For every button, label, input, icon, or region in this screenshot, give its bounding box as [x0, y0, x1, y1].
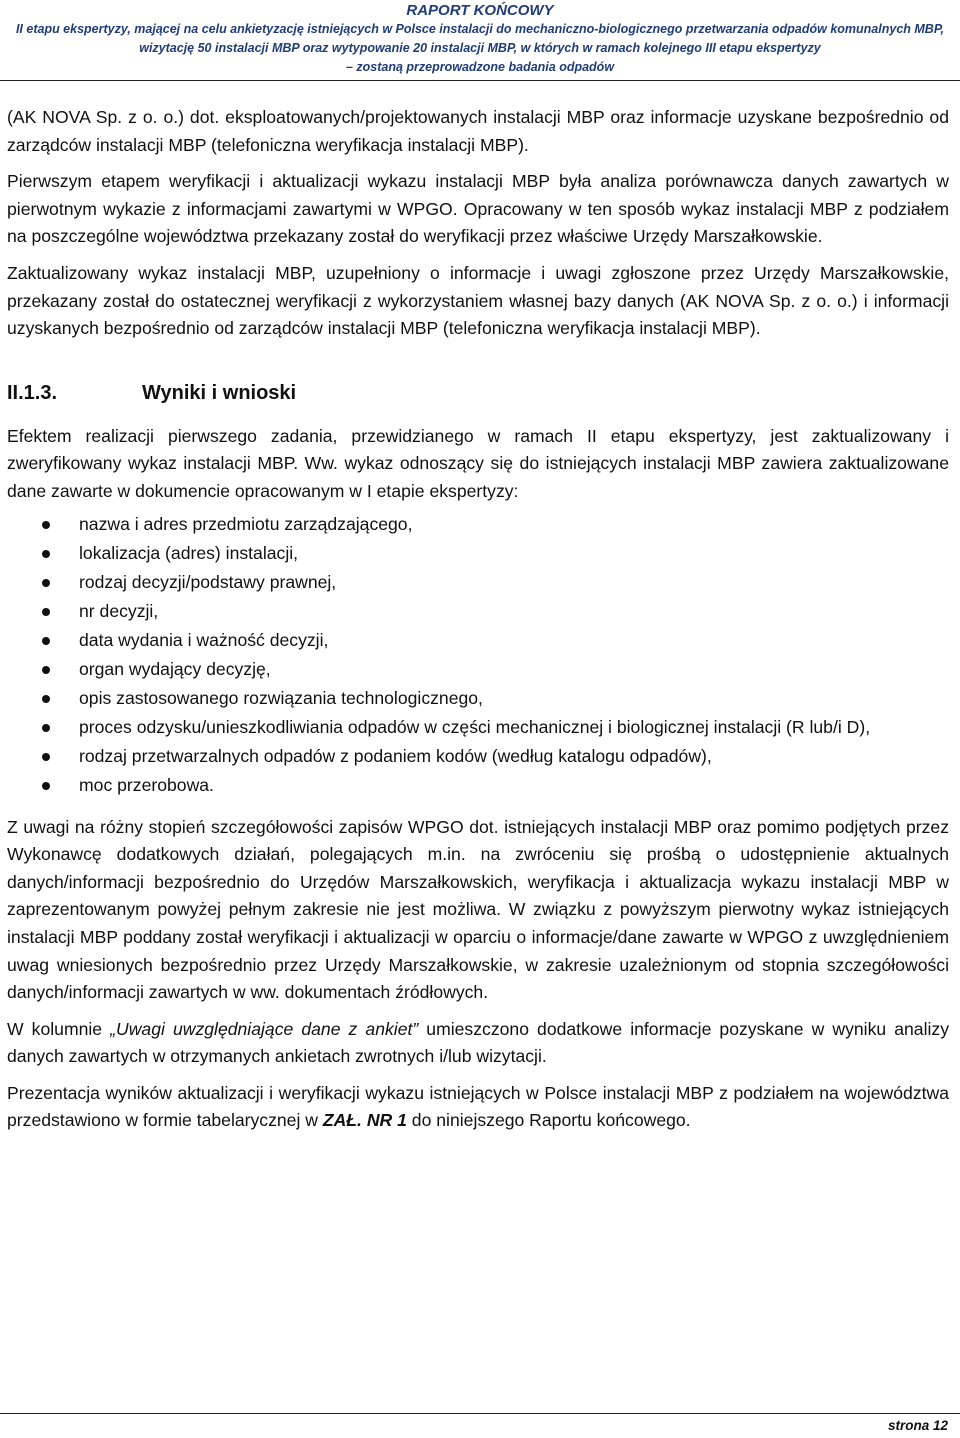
bullet-icon	[42, 695, 50, 703]
paragraph: W kolumnie „Uwagi uwzględniające dane z ankiet” umieszczono dodatkowe informacje pozyskane w wyniku analizy danych zawartych w otrzymanych ankietach zwrotnych i/lub wizytacji.	[7, 1018, 949, 1067]
list-item: lokalizacja (adres) instalacji,	[79, 539, 949, 568]
page-number: strona 12	[887, 1418, 948, 1433]
report-title: RAPORT KOŃCOWY	[406, 2, 554, 19]
section-heading	[7, 373, 949, 413]
running-header	[0, 0, 960, 77]
section-title: Wyniki i wnioski	[142, 381, 297, 404]
bullet-list	[7, 510, 949, 800]
header-line-2: wizytację 50 instalacji MBP oraz wytypowanie 20 instalacji MBP, w których w ramach kolejnego III etapu ekspertyzy	[139, 41, 821, 55]
bullet-icon	[42, 521, 50, 529]
list-item: data wydania i ważność decyzji,	[79, 626, 949, 655]
bullet-icon	[42, 608, 50, 616]
attachment-reference: ZAŁ. NR 1	[322, 1110, 407, 1131]
bullet-icon	[42, 782, 50, 790]
paragraph: Z uwagi na różny stopień szczegółowości zapisów WPGO dot. istniejących instalacji MBP oraz pomimo podjętych przez Wykonawcę dodatkowych działań, polegających m.in. na zwróceniu się prośbą o udostępnienie aktualnych danych/informacji bezpośrednio do Urzędów Marszałkowskich, weryfikacja i aktualizacja wykazu instalacji MBP w zaprezentowanym powyżej pełnym zakresie nie jest możliwa. W związku z powyższym pierwotny wykaz istniejących instalacji MBP poddany został weryfikacji i aktualizacji w oparciu o informacje/dane zawarte w WPGO z uwzględnieniem uwag wniesionych bezpośrednio przez Urzędy Marszałkowskie, w zakresie uzależnionym od stopnia szczegółowości danych/informacji zawartych w ww. dokumentach źródłowych.	[7, 816, 949, 1003]
bullet-icon	[42, 724, 50, 732]
list-item: moc przerobowa.	[79, 771, 949, 800]
list-item: rodzaj decyzji/podstawy prawnej,	[79, 568, 949, 597]
list-item: nr decyzji,	[79, 597, 949, 626]
section-number: II.1.3.	[7, 381, 58, 404]
document-body	[7, 104, 949, 1135]
paragraph: Efektem realizacji pierwszego zadania, przewidzianego w ramach II etapu ekspertyzy, jest zaktualizowany i zweryfikowany wykaz instalacji MBP. Ww. wykaz odnoszący się do istniejących instalacji MBP zawiera zaktualizowane dane zawarte w dokumencie opracowanym w I etapie ekspertyzy:	[7, 425, 949, 501]
paragraph: Zaktualizowany wykaz instalacji MBP, uzupełniony o informacje i uwagi zgłoszone przez Urzędy Marszałkowskie, przekazany został do ostatecznej weryfikacji z wykorzystaniem własnej bazy danych (AK NOVA Sp. z o. o.) i informacji uzyskanych bezpośrednio od zarządców instalacji MBP (telefoniczna weryfikacja instalacji MBP).	[7, 262, 949, 339]
header-line-1: II etapu ekspertyzy, mającej na celu ankietyzację istniejących w Polsce instalacji do mechaniczno-biologicznego przetwarzania odpadów komunalnych MBP,	[15, 22, 945, 36]
list-item: organ wydający decyzję,	[79, 655, 949, 684]
list-item: nazwa i adres przedmiotu zarządzającego,	[79, 510, 949, 539]
bullet-icon	[42, 753, 50, 761]
paragraph: (AK NOVA Sp. z o. o.) dot. eksploatowanych/projektowanych instalacji MBP oraz informacje uzyskane bezpośrednio od zarządców instalacji MBP (telefoniczna weryfikacja instalacji MBP).	[7, 107, 949, 155]
paragraph: Prezentacja wyników aktualizacji i weryfikacji wykazu istniejących w Polsce instalacji MBP z podziałem na województwa przedstawiono w formie tabelarycznej w ZAŁ. NR 1 do niniejszego Raportu końcowego.	[7, 1082, 949, 1131]
list-item: proces odzysku/unieszkodliwiania odpadów w części mechanicznej i biologicznej instalacji (R lub/i D),	[79, 713, 949, 742]
bullet-icon	[42, 579, 50, 587]
header-rule	[0, 80, 960, 81]
footer-rule	[0, 1413, 960, 1414]
bullet-icon	[42, 550, 50, 558]
bullet-icon	[42, 666, 50, 674]
header-line-3: – zostaną przeprowadzone badania odpadów	[345, 60, 615, 74]
list-item: opis zastosowanego rozwiązania technologicznego,	[79, 684, 949, 713]
bullet-icon	[42, 637, 50, 645]
list-item: rodzaj przetwarzalnych odpadów z podaniem kodów (według katalogu odpadów),	[79, 742, 949, 771]
paragraph: Pierwszym etapem weryfikacji i aktualizacji wykazu instalacji MBP była analiza porównawcza danych zawartych w pierwotnym wykazie z informacjami zawartymi w WPGO. Opracowany w ten sposób wykaz instalacji MBP z podziałem na poszczególne województwa przekazany został do weryfikacji przez właściwe Urzędy Marszałkowskie.	[7, 171, 949, 247]
